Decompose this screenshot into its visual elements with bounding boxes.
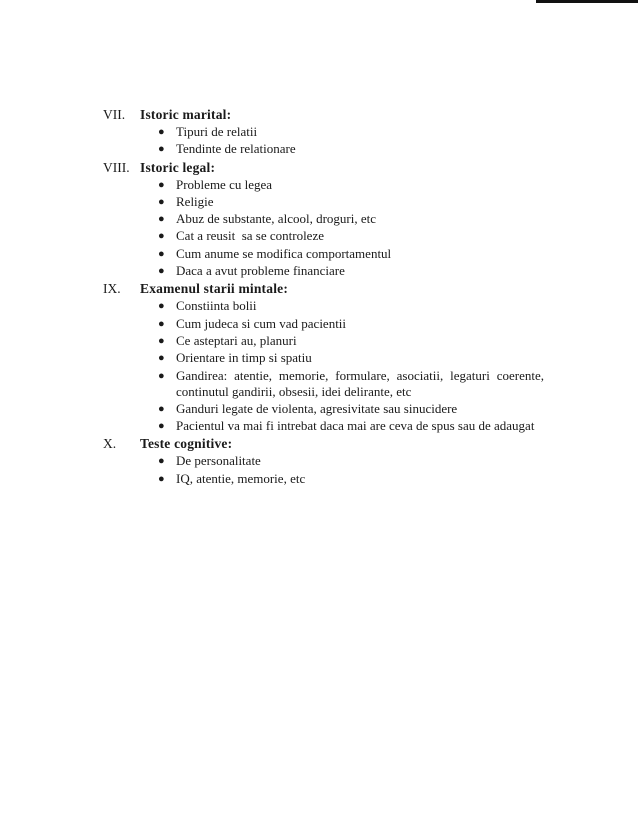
list-item-text: Tendinte de relationare (176, 141, 296, 157)
bullet-icon: ● (158, 300, 165, 313)
bullet-icon: ● (158, 334, 165, 347)
list-item (158, 141, 544, 158)
list-item (158, 176, 544, 194)
list-item-text: Daca a avut probleme financiare (176, 263, 345, 279)
section-teste-cognitive (0, 435, 638, 488)
bullet-icon: ● (158, 195, 165, 208)
list-item-text: Ganduri legate de violenta, agresivitate sau sinucidere (176, 400, 458, 416)
bullet-list (0, 298, 638, 435)
list-item-text: Orientare in timp si spatiu (176, 350, 312, 366)
list-item (158, 245, 544, 263)
bullet-icon: ● (158, 317, 165, 330)
list-item (158, 470, 544, 488)
section-heading: Teste cognitive: (140, 436, 233, 452)
bullet-icon: ● (158, 143, 165, 156)
section-heading: Examenul starii mintale: (140, 281, 289, 297)
list-item (158, 263, 544, 280)
list-item (158, 193, 544, 211)
list-item-text: De personalitate (176, 453, 261, 469)
section-numeral: X. (103, 436, 117, 452)
section-numeral: VIII. (103, 159, 130, 175)
list-item (158, 350, 544, 367)
list-item-text: Abuz de substante, alcool, droguri, etc (176, 211, 376, 227)
list-item (158, 315, 544, 333)
list-item-text: Probleme cu legea (176, 176, 273, 192)
scan-edge-mark (536, 0, 638, 3)
bullet-icon: ● (158, 455, 165, 468)
list-item-text: Cat a reusit sa se controleze (176, 228, 324, 244)
list-item-text: Gandirea: atentie, memorie, formulare, asociatii, legaturi coerente, continutul gandirii, obsesii, idei delirante, etc (176, 367, 544, 399)
list-item-text: Constiinta bolii (176, 298, 257, 314)
bullet-icon: ● (158, 420, 165, 433)
section-numeral: IX. (103, 281, 121, 297)
list-item (158, 124, 544, 141)
list-item-text: Ce asteptari au, planuri (176, 332, 297, 348)
bullet-list (0, 453, 638, 488)
bullet-icon: ● (158, 230, 165, 243)
list-item (158, 298, 544, 315)
bullet-icon: ● (158, 472, 165, 485)
list-item (158, 211, 544, 228)
list-item-text: Cum judeca si cum vad pacientii (176, 315, 347, 331)
list-item-text: IQ, atentie, memorie, etc (176, 470, 306, 486)
section-istoric-legal (0, 159, 638, 281)
list-item (158, 400, 544, 418)
bullet-list (0, 124, 638, 159)
section-examenul-starii-mintale (0, 280, 638, 435)
list-item (158, 418, 556, 435)
list-item-text: Tipuri de relatii (176, 124, 258, 139)
bullet-icon: ● (158, 178, 165, 191)
document-page (0, 106, 638, 488)
bullet-icon: ● (158, 247, 165, 260)
list-item (158, 367, 544, 401)
list-item (158, 332, 544, 350)
bullet-list (0, 177, 638, 281)
bullet-icon: ● (158, 369, 165, 382)
list-item (158, 453, 544, 470)
list-item-text: Religie (176, 193, 214, 209)
section-heading: Istoric marital: (140, 107, 232, 122)
bullet-icon: ● (158, 213, 165, 226)
list-item-text: Cum anume se modifica comportamentul (176, 245, 392, 261)
list-item (158, 228, 544, 245)
bullet-icon: ● (158, 265, 165, 278)
bullet-icon: ● (158, 352, 165, 365)
bullet-icon: ● (158, 402, 165, 415)
section-istoric-marital (0, 106, 638, 159)
list-item-text: Pacientul va mai fi intrebat daca mai are ceva de spus sau de adaugat (176, 418, 535, 434)
section-heading: Istoric legal: (140, 159, 216, 175)
bullet-icon: ● (158, 126, 165, 138)
section-numeral: VII. (103, 107, 126, 122)
